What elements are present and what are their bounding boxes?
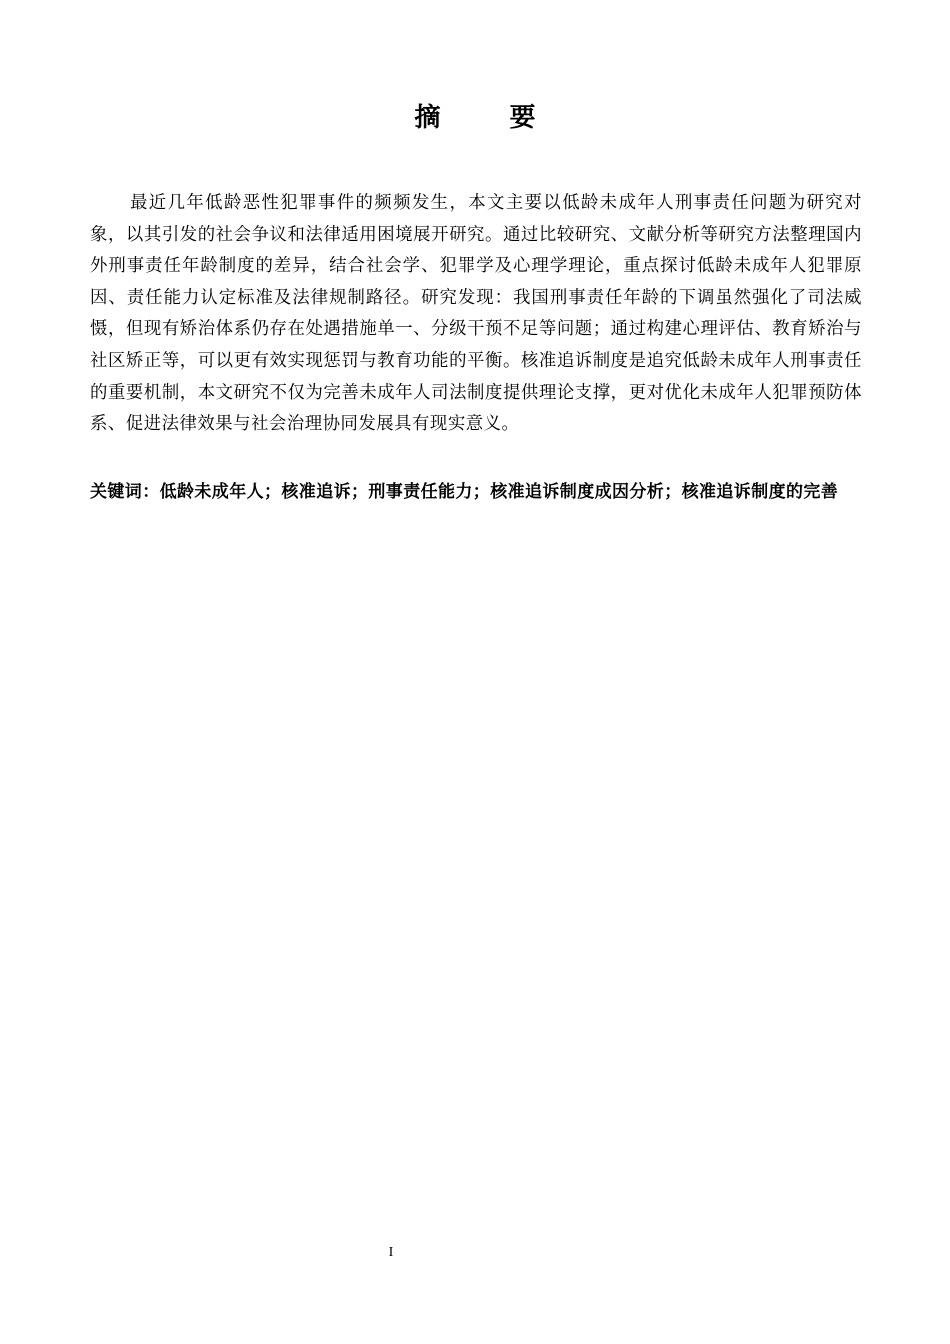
abstract-title: 摘 要 <box>414 103 566 133</box>
keywords-line: 关键词：低龄未成年人；核准追诉；刑事责任能力；核准追诉制度成因分析；核准追诉制度的完善 <box>90 482 839 502</box>
abstract-body: 最近几年低龄恶性犯罪事件的频频发生，本文主要以低龄未成年人刑事责任问题为研究对象，以其引发的社会争议和法律适用困境展开研究。通过比较研究、文献分析等研究方法整理国内外刑事责任年龄制度的差异，结合社会学、犯罪学及心理学理论，重点探讨低龄未成年人犯罪原因、责任能力认定标准及法律规制路径。研究发现：我国刑事责任年龄的下调虽然强化了司法威慑，但现有矫治体系仍存在处遇措施单一、分级干预不足等问题；通过构建心理评估、教育矫治与社区矫正等，可以更有效实现惩罚与教育功能的平衡。核准追诉制度是追究低龄未成年人刑事责任的重要机制，本文研究不仅为完善未成年人司法制度提供理论支撑，更对优化未成年人犯罪预防体系、促进法律效果与社会治理协同发展具有现实意义。 <box>90 193 862 435</box>
page-number: I <box>388 1245 394 1260</box>
